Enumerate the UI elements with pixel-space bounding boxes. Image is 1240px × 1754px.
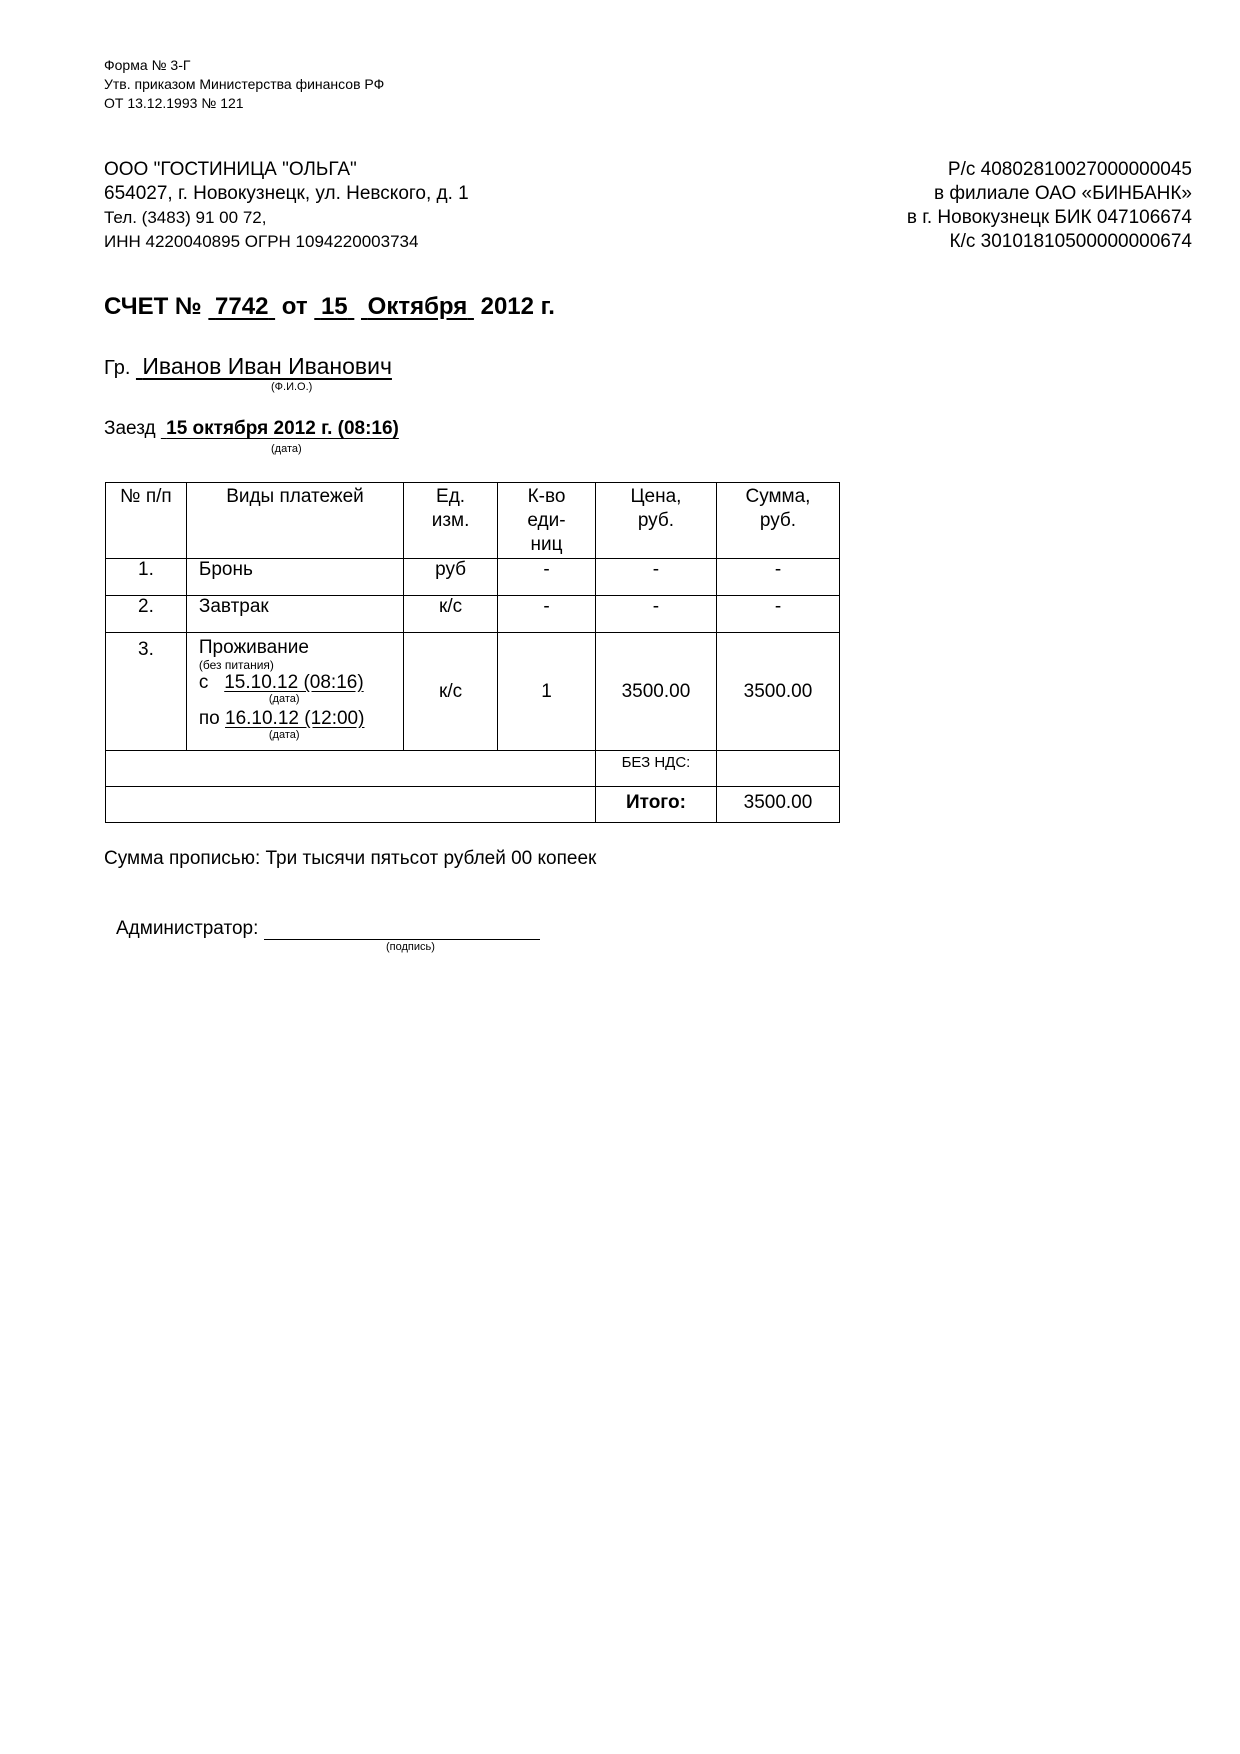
row-sum: - bbox=[716, 596, 839, 633]
vat-value bbox=[716, 751, 839, 787]
guest-caption: (Ф.И.О.) bbox=[271, 381, 313, 393]
checkin-prefix: Заезд bbox=[104, 418, 156, 439]
header-sum: Сумма, руб. bbox=[716, 483, 839, 559]
form-approval-date: ОТ 13.12.1993 № 121 bbox=[104, 95, 244, 111]
total-label: Итого: bbox=[595, 787, 716, 823]
invoice-title bbox=[104, 293, 555, 321]
row-to-date: 16.10.12 (12:00) bbox=[225, 708, 365, 729]
row-num: 2. bbox=[106, 596, 187, 633]
vat-spacer bbox=[106, 751, 596, 787]
organization-name: ООО "ГОСТИНИЦА "ОЛЬГА" bbox=[104, 159, 357, 180]
header-num: № п/п bbox=[106, 483, 187, 559]
organization-ids: ИНН 4220040895 ОГРН 1094220003734 bbox=[104, 232, 419, 251]
organization-block bbox=[104, 158, 469, 254]
vat-row bbox=[106, 751, 840, 787]
bank-branch: в филиале ОАО «БИНБАНК» bbox=[934, 183, 1192, 204]
checkin-caption: (дата) bbox=[271, 443, 302, 455]
invoice-label: СЧЕТ № bbox=[104, 293, 202, 320]
checkin-value: 15 октября 2012 г. (08:16) bbox=[166, 418, 399, 439]
row-name-cell bbox=[186, 633, 403, 751]
checkin-row bbox=[104, 418, 399, 440]
row-price: 3500.00 bbox=[595, 633, 716, 751]
total-value: 3500.00 bbox=[716, 787, 839, 823]
row-qty: - bbox=[498, 559, 596, 596]
row-qty: - bbox=[498, 596, 596, 633]
row-unit: к/с bbox=[404, 633, 498, 751]
row-to-label: по bbox=[198, 708, 220, 729]
row-num: 1. bbox=[106, 559, 187, 596]
row-name: Проживание bbox=[198, 637, 309, 658]
row-note: (без питания) bbox=[198, 658, 274, 672]
form-approval: Утв. приказом Министерства финансов РФ bbox=[104, 76, 385, 92]
invoice-day: 15 bbox=[320, 293, 348, 320]
row-price: - bbox=[595, 596, 716, 633]
signature-row bbox=[116, 918, 540, 940]
signature-label: Администратор: bbox=[116, 918, 259, 939]
bank-city-bik: в г. Новокузнецк БИК 047106674 bbox=[906, 207, 1192, 228]
row-name: Завтрак bbox=[186, 596, 403, 633]
row-sum: - bbox=[716, 559, 839, 596]
form-number: Форма № 3-Г bbox=[104, 57, 191, 73]
bank-corr-account: К/с 30101810500000000674 bbox=[949, 231, 1192, 252]
header-type: Виды платежей bbox=[186, 483, 403, 559]
row-unit: руб bbox=[404, 559, 498, 596]
signature-caption: (подпись) bbox=[386, 941, 435, 953]
table-row bbox=[106, 559, 840, 596]
vat-label: БЕЗ НДС: bbox=[595, 751, 716, 787]
invoice-year: 2012 г. bbox=[480, 293, 555, 320]
row-from-date: 15.10.12 (08:16) bbox=[224, 672, 364, 693]
row-unit: к/с bbox=[404, 596, 498, 633]
row-to-caption: (дата) bbox=[268, 729, 300, 741]
table-header-row bbox=[106, 483, 840, 559]
invoice-month: Октября bbox=[367, 293, 468, 320]
invoice-from: от bbox=[281, 293, 308, 320]
signature-line bbox=[264, 921, 540, 940]
total-spacer bbox=[106, 787, 596, 823]
invoice-number: 7742 bbox=[215, 293, 269, 320]
guest-prefix: Гр. bbox=[104, 357, 131, 379]
row-from-caption: (дата) bbox=[268, 693, 300, 705]
table-row bbox=[106, 596, 840, 633]
row-num: 3. bbox=[106, 633, 187, 751]
amount-in-words: Сумма прописью: Три тысячи пятьсот рублей 00 копеек bbox=[104, 848, 597, 869]
guest-row bbox=[104, 353, 392, 380]
organization-phone: Тел. (3483) 91 00 72, bbox=[104, 208, 267, 227]
header-unit: Ед. изм. bbox=[404, 483, 498, 559]
row-sum: 3500.00 bbox=[716, 633, 839, 751]
organization-address: 654027, г. Новокузнецк, ул. Невского, д. 1 bbox=[104, 183, 469, 204]
guest-name: Иванов Иван Иванович bbox=[142, 353, 392, 379]
bank-details bbox=[907, 158, 1192, 254]
bank-account: Р/с 40802810027000000045 bbox=[947, 159, 1192, 180]
form-header bbox=[104, 56, 384, 113]
row-from-label: с bbox=[198, 672, 209, 693]
header-qty: К-во еди- ниц bbox=[498, 483, 596, 559]
table-row bbox=[106, 633, 840, 751]
row-name: Бронь bbox=[186, 559, 403, 596]
total-row bbox=[106, 787, 840, 823]
row-price: - bbox=[595, 559, 716, 596]
items-table bbox=[105, 482, 840, 823]
row-qty: 1 bbox=[498, 633, 596, 751]
header-price: Цена, руб. bbox=[595, 483, 716, 559]
